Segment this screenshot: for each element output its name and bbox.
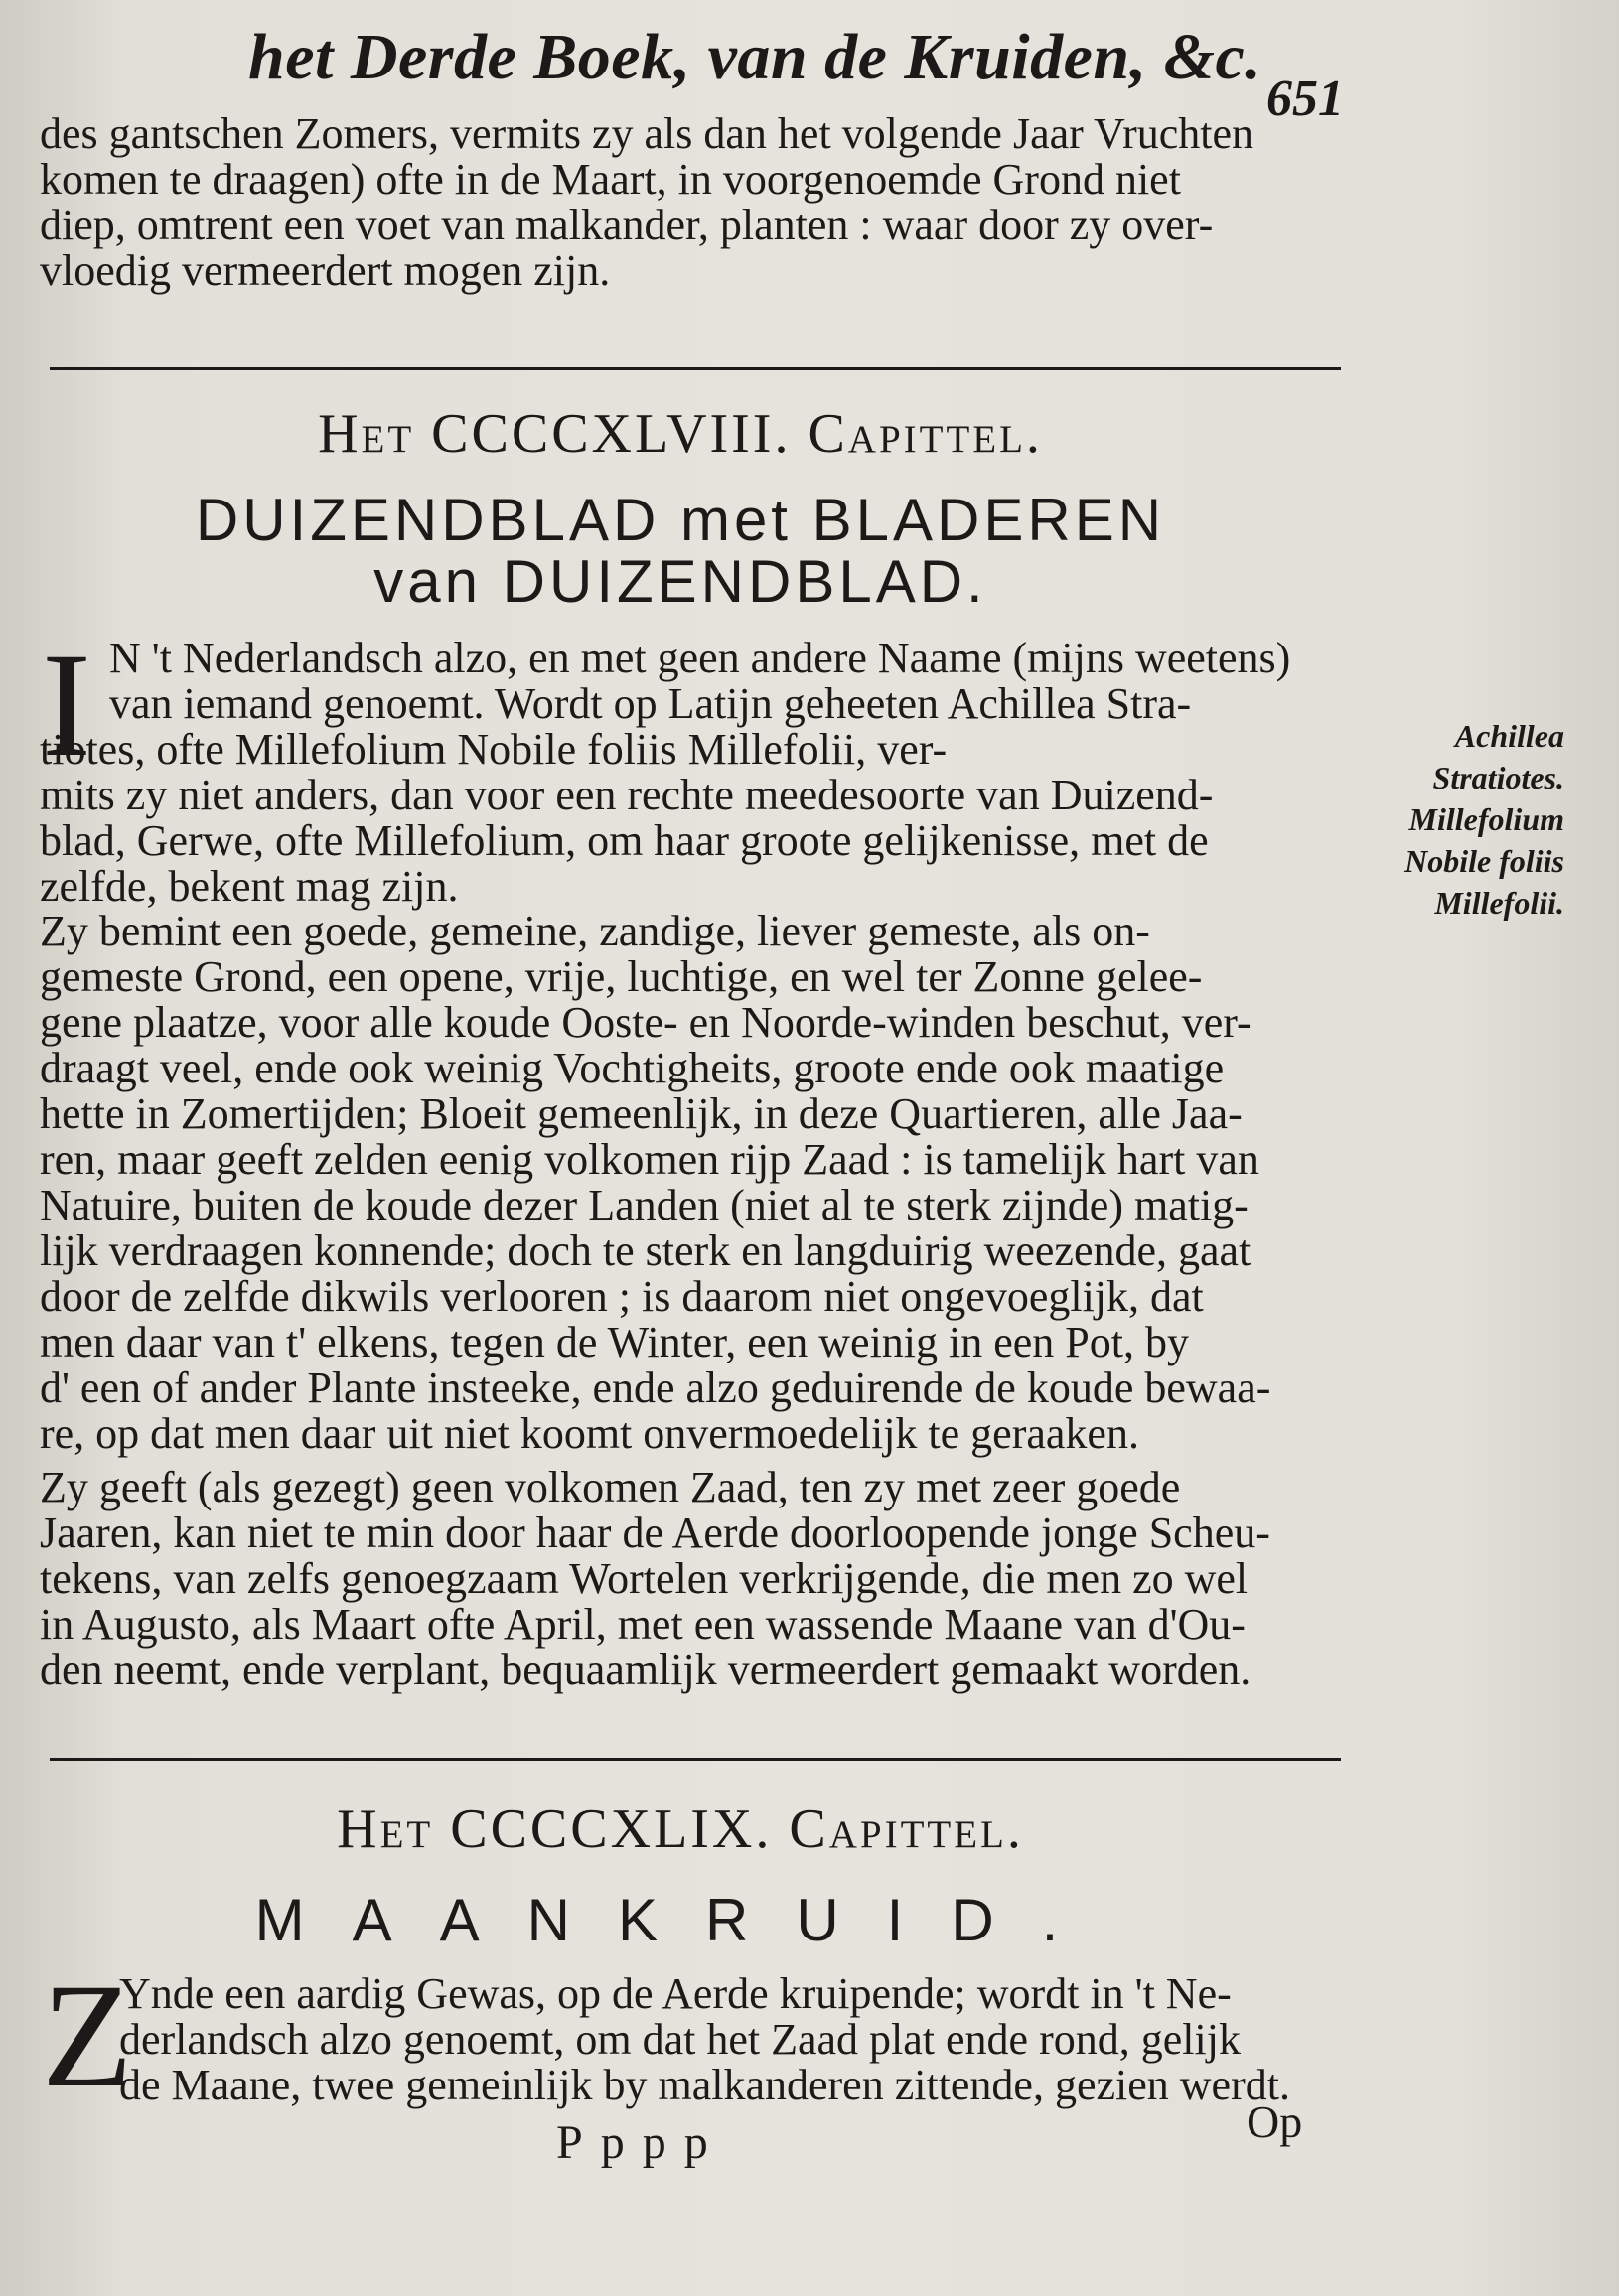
text-line: komen te draagen) ofte in de Maart, in voorgenoemde Grond niet <box>40 155 1181 204</box>
margin-note: Achillea <box>1454 718 1564 754</box>
text-line: draagt veel, ende ook weinig Vochtigheits, groote ende ook maatige <box>40 1044 1225 1092</box>
text-line: Ynde een aardig Gewas, op de Aerde kruipende; wordt in 't Ne- <box>119 1969 1232 2018</box>
text-line: lijk verdraagen konnende; doch te sterk en langduirig weezende, gaat <box>40 1226 1251 1275</box>
text-line: ren, maar geeft zelden eenig volkomen rijp Zaad : is tamelijk hart van <box>40 1135 1259 1184</box>
text-line: Zy bemint een goede, gemeine, zandige, liever gemeste, als on- <box>40 907 1150 955</box>
margin-note: Nobile foliis <box>1404 843 1564 879</box>
text-line: men daar van t' elkens, tegen de Winter, een weinig in een Pot, by <box>40 1318 1189 1366</box>
text-line: Zy geeft (als gezegt) geen volkomen Zaad, ten zy met zeer goede <box>40 1463 1181 1511</box>
signature-mark: Pppp <box>556 2116 726 2169</box>
text-line: zelfde, bekent mag zijn. <box>40 862 459 911</box>
catchword: Op <box>1247 2096 1303 2147</box>
paragraph-lines-first <box>109 636 1341 727</box>
text-line: de Maane, twee gemeinlijk by malkanderen zittende, gezien werdt. <box>119 2061 1290 2109</box>
text-line: den neemt, ende verplant, bequaamlijk vermeerdert gemaakt worden. <box>40 1646 1251 1694</box>
chapter-paragraph <box>40 1465 1361 1693</box>
chapter-paragraph <box>40 909 1361 1457</box>
margin-notes <box>1336 715 1564 924</box>
margin-note: Millefolium <box>1408 801 1564 837</box>
text-line: des gantschen Zomers, vermits zy als dan het volgende Jaar Vruchten <box>40 109 1254 158</box>
text-line: blad, Gerwe, ofte Millefolium, om haar groote gelijkenisse, met de <box>40 816 1209 865</box>
text-line: tekens, van zelfs genoegzaam Wortelen verkrijgende, die men zo wel <box>40 1554 1249 1603</box>
chapter-title: DUIZENDBLAD met BLADEREN <box>195 487 1166 553</box>
chapter-heading: Het CCCCXLVIII. Capittel. <box>318 403 1043 465</box>
running-title: het Derde Boek, van de Kruiden, &c. <box>248 21 1262 93</box>
text-line: tiotes, ofte Millefolium Nobile foliis Millefolii, ver- <box>40 725 948 774</box>
text-line: re, op dat men daar uit niet koomt onvermoedelijk te geraaken. <box>40 1409 1139 1458</box>
margin-note: Millefolii. <box>1434 885 1564 921</box>
text-line: Jaaren, kan niet te min door haar de Aerde doorloopende jonge Scheu- <box>40 1508 1270 1557</box>
page-number: 651 <box>1266 71 1344 127</box>
chapter-title: MAANKRUID. <box>254 1887 1106 1953</box>
chapter-heading: Het CCCCXLIX. Capittel. <box>337 1798 1024 1860</box>
text-line: gene plaatze, voor alle koude Ooste- en Noorde-winden beschut, ver- <box>40 998 1251 1047</box>
drop-cap: Z <box>42 1953 133 2118</box>
chapter-subtitle: van DUIZENDBLAD. <box>373 548 987 615</box>
intro-paragraph <box>40 111 1361 294</box>
section-divider <box>50 1758 1341 1761</box>
text-line: diep, omtrent een voet van malkander, planten : waar door zy over- <box>40 201 1214 249</box>
text-line: Natuire, buiten de koude dezer Landen (niet al te sterk zijnde) matig- <box>40 1181 1249 1229</box>
text-line: door de zelfde dikwils verlooren ; is daarom niet ongevoeglijk, dat <box>40 1272 1204 1321</box>
text-line: N 't Nederlandsch alzo, en met geen andere Naame (mijns weetens) <box>109 634 1291 682</box>
drop-cap: I <box>42 623 91 788</box>
text-line: in Augusto, als Maart ofte April, met een wassende Maane van d'Ou- <box>40 1600 1246 1649</box>
chapter-paragraph <box>119 1971 1341 2108</box>
section-divider <box>50 367 1341 370</box>
text-line: van iemand genoemt. Wordt op Latijn geheeten Achillea Stra- <box>109 679 1192 728</box>
text-line: d' een of ander Plante insteeke, ende alzo geduirende de koude bewaa- <box>40 1363 1271 1412</box>
text-line: mits zy niet anders, dan voor een rechte meedesoorte van Duizend- <box>40 771 1214 819</box>
text-line: hette in Zomertijden; Bloeit gemeenlijk, in deze Quartieren, alle Jaa- <box>40 1089 1243 1138</box>
chapter-paragraph <box>40 727 1361 910</box>
text-line: gemeste Grond, een opene, vrije, luchtige, en wel ter Zonne gelee- <box>40 952 1203 1001</box>
text-line: derlandsch alzo genoemt, om dat het Zaad plat ende rond, gelijk <box>119 2015 1241 2064</box>
text-line: vloedig vermeerdert mogen zijn. <box>40 246 611 295</box>
margin-note: Stratiotes. <box>1432 760 1564 795</box>
